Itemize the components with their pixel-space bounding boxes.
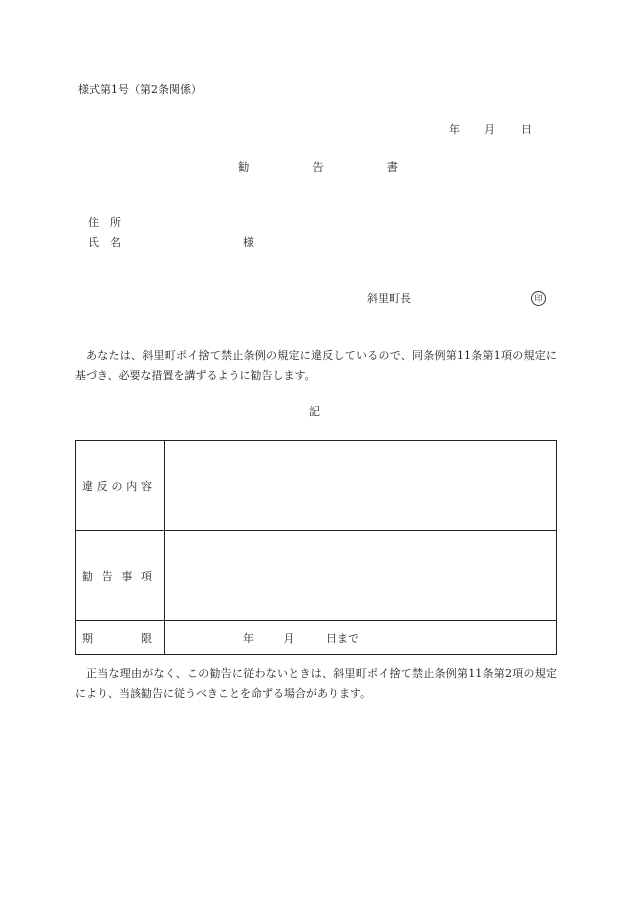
form-number: 様式第1号（第2条関係） xyxy=(78,83,202,96)
date-year-label: 年 xyxy=(449,123,460,136)
detail-table xyxy=(75,440,557,655)
seal-stamp: 印 xyxy=(531,291,546,306)
record-heading: 記 xyxy=(309,405,320,418)
recipient-address-label: 住 所 xyxy=(88,216,121,229)
title-char: 告 xyxy=(312,160,324,174)
label-char: 期 xyxy=(82,631,93,645)
violation-value-cell xyxy=(165,441,557,531)
title-char: 勧 xyxy=(238,160,250,174)
violation-label-cell xyxy=(76,441,165,531)
issuer-title: 斜里町長 xyxy=(367,292,411,305)
recommendation-label-cell xyxy=(76,531,165,621)
warning-paragraph: 正当な理由がなく、この勧告に従わないときは、斜里町ポイ捨て禁止条例第11条第2項の規定により、当該勧告に従うべきことを命ずる場合があります。 xyxy=(75,667,557,700)
deadline-until: 日まで xyxy=(326,631,359,645)
deadline-year: 年 xyxy=(243,631,254,645)
label-char: 事 xyxy=(121,569,133,583)
date-day-label: 日 xyxy=(521,123,532,136)
recipient-honorific: 様 xyxy=(243,236,254,249)
label-char: 限 xyxy=(141,631,152,645)
deadline-label-cell xyxy=(76,621,165,655)
label-char: 反 xyxy=(96,479,108,493)
recommendation-value-cell xyxy=(165,531,557,621)
label-char: 違 xyxy=(82,479,93,493)
label-char: の xyxy=(111,479,123,493)
document-title xyxy=(238,160,398,174)
recommendation-paragraph: あなたは、斜里町ポイ捨て禁止条例の規定に違反しているので、同条例第11条第1項の規定に基づき、必要な措置を講ずるように勧告します。 xyxy=(75,349,557,382)
label-char: 告 xyxy=(101,569,113,583)
table-row-deadline xyxy=(76,621,557,655)
deadline-value-cell xyxy=(165,621,557,655)
date-month-label: 月 xyxy=(484,123,495,136)
recipient-name-label: 氏 名 xyxy=(88,236,121,249)
label-char: 項 xyxy=(140,569,152,583)
label-char: 勧 xyxy=(82,569,93,583)
label-char: 容 xyxy=(141,479,152,493)
label-char: 内 xyxy=(126,479,138,493)
title-char: 書 xyxy=(386,160,398,174)
table-row-violation xyxy=(76,441,557,531)
table-row-recommendation xyxy=(76,531,557,621)
deadline-month: 月 xyxy=(283,631,295,645)
